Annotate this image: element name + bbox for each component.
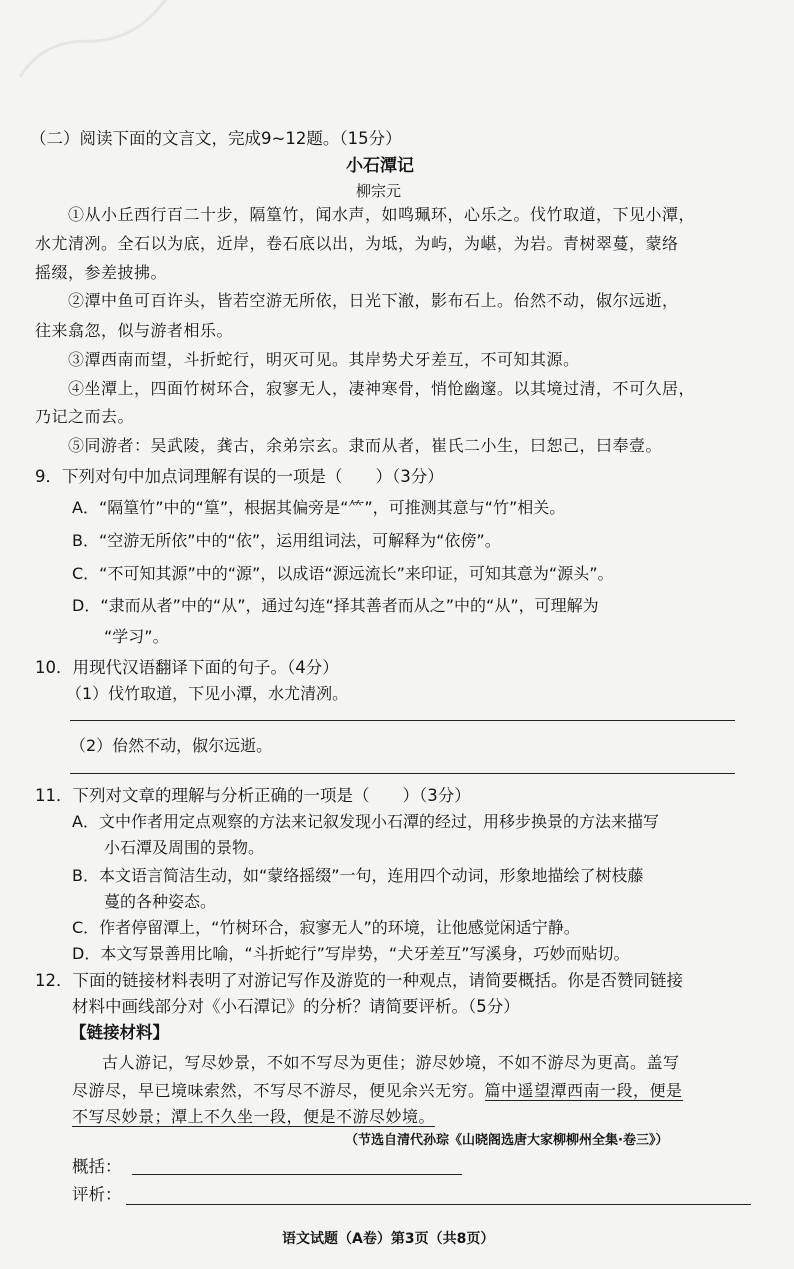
summary-answer-line[interactable] xyxy=(132,1174,462,1175)
q11-option-b: B．本文语言简洁生动，如“蒙络摇缀”一句，连用四个动词，形象地描绘了树枝藤 xyxy=(72,866,644,885)
section-header: （二）阅读下面的文言文，完成9~12题。（15分） xyxy=(30,129,402,148)
passage-line: 乃记之而去。 xyxy=(35,407,135,426)
passage-line: 往来翕忽，似与游者相乐。 xyxy=(35,321,234,340)
material-line: 古人游记，写尽妙景，不如不写尽为更佳；游尽妙境，不如不游尽为更高。盖写 xyxy=(102,1053,680,1072)
q10-item-2: （2）佁然不动，俶尔远逝。 xyxy=(70,736,273,755)
answer-line[interactable] xyxy=(70,720,735,721)
material-line xyxy=(72,1080,683,1102)
q11-stem: 11．下列对文章的理解与分析正确的一项是（ ）（3分） xyxy=(35,786,471,805)
passage-line: ⑤同游者：吴武陵，龚古，余弟宗玄。隶而从者，崔氏二小生，曰恕己，曰奉壹。 xyxy=(68,436,663,455)
q9-option-b: B．“空游无所依”中的“依”，运用组词法，可解释为“依傍”。 xyxy=(72,531,501,550)
material-text: 尽游尽，早已境味索然，不写尽不游尽，便见余兴无穷。 xyxy=(72,1081,485,1100)
passage-line: 水尤清冽。全石以为底，近岸，卷石底以出，为坻，为屿，为嵁，为岩。青树翠蔓，蒙络 xyxy=(35,234,679,253)
passage-line: ②潭中鱼可百许头，皆若空游无所依，日光下澈，影布石上。佁然不动，俶尔远逝， xyxy=(68,291,679,310)
page-footer: 语文试题（A卷）第3页（共8页） xyxy=(282,1231,495,1247)
q9-stem: 9．下列对句中加点词理解有误的一项是（ ）（3分） xyxy=(35,467,444,486)
q9-option-d-cont: “学习”。 xyxy=(104,627,169,646)
passage-line: ④坐潭上，四面竹树环合，寂寥无人，凄神寒骨，悄怆幽邃。以其境过清，不可久居， xyxy=(68,379,696,398)
q10-item-1: （1）伐竹取道，下见小潭，水尤清冽。 xyxy=(66,684,349,703)
q12-stem-line2: 材料中画线部分对《小石潭记》的分析？请简要评析。（5分） xyxy=(72,997,520,1016)
material-label: 【链接材料】 xyxy=(70,1023,169,1042)
answer-line[interactable] xyxy=(70,773,735,774)
material-line xyxy=(72,1106,435,1128)
material-source: （节选自清代孙琮《山晓阁选唐大家柳柳州全集·卷三》） xyxy=(345,1133,669,1148)
q11-option-a: A．文中作者用定点观察的方法来记叙发现小石潭的经过，用移步换景的方法来描写 xyxy=(72,812,659,831)
summary-label: 概括： xyxy=(72,1157,122,1176)
q11-option-d: D．本文写景善用比喻，“斗折蛇行”写岸势，“犬牙差互”写溪身，巧妙而贴切。 xyxy=(72,944,630,963)
q11-option-b-cont: 蔓的各种姿态。 xyxy=(104,892,217,911)
watermark-mark xyxy=(4,0,214,88)
passage-line: ③潭西南而望，斗折蛇行，明灭可见。其岸势犬牙差互，不可知其源。 xyxy=(68,350,580,369)
q9-option-a: A．“隔篁竹”中的“篁”，根据其偏旁是“⺮”，可推测其意与“竹”相关。 xyxy=(72,498,566,517)
q9-option-c: C．“不可知其源”中的“源”，以成语“源远流长”来印证，可知其意为“源头”。 xyxy=(72,564,614,583)
passage-title: 小石潭记 xyxy=(346,156,414,176)
q9-option-d: D．“隶而从者”中的“从”，通过勾连“择其善者而从之”中的“从”，可理解为 xyxy=(72,596,599,615)
q10-stem: 10．用现代汉语翻译下面的句子。（4分） xyxy=(35,658,339,677)
underlined-text: 不写尽妙景；潭上不久坐一段，便是不游尽妙境。 xyxy=(72,1107,436,1126)
underlined-text: 篇中遥望潭西南一段，便是 xyxy=(484,1081,683,1100)
comment-label: 评析： xyxy=(72,1185,122,1204)
q11-option-a-cont: 小石潭及周围的景物。 xyxy=(104,838,265,857)
passage-author: 柳宗元 xyxy=(356,182,402,200)
passage-line: 摇缀，参差披拂。 xyxy=(35,263,168,282)
q12-stem-line1: 12．下面的链接材料表明了对游记写作及游览的一种观点，请简要概括。你是否赞同链接 xyxy=(35,971,683,990)
comment-answer-line[interactable] xyxy=(126,1204,751,1205)
passage-line: ①从小丘西行百二十步，隔篁竹，闻水声，如鸣珮环，心乐之。伐竹取道，下见小潭， xyxy=(68,205,696,224)
q11-option-c: C．作者停留潭上，“竹树环合，寂寥无人”的环境，让他感觉闲适宁静。 xyxy=(72,918,580,937)
